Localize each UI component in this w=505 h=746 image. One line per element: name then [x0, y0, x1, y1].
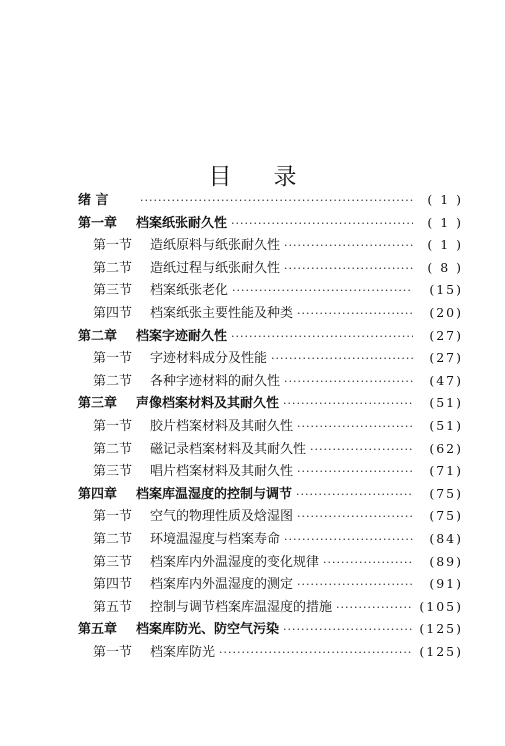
dot-leader: [306, 439, 413, 462]
toc-entry-page: (91): [429, 576, 463, 592]
toc-entry-label: 第二节: [93, 373, 133, 389]
toc-entry-page: (62): [429, 440, 463, 456]
toc-entry-chapter-2[interactable]: [78, 325, 463, 348]
toc-entry-label: 第四节: [93, 305, 133, 321]
toc-entry-label: 第一节: [93, 418, 133, 434]
dot-leader: [136, 190, 413, 213]
toc-entry-introduction[interactable]: [78, 189, 463, 212]
toc-entry-section-2-2[interactable]: [78, 370, 463, 393]
toc-entry-page: (125): [419, 621, 463, 637]
dot-leader: [227, 213, 413, 236]
toc-entry-label: 第三章: [78, 396, 118, 412]
toc-entry-label: 第一节: [93, 238, 133, 254]
toc-entry-chapter-1[interactable]: [78, 212, 463, 235]
toc-entry-chapter-5[interactable]: [78, 618, 463, 641]
toc-entry-page: (89): [429, 553, 463, 569]
toc-entry-title: 档案纸张主要性能及种类: [150, 305, 294, 321]
dot-leader: [293, 416, 413, 439]
toc-entry-label: 第五章: [78, 622, 118, 638]
toc-entry-page: (51): [429, 417, 463, 433]
toc-entry-section-1-3[interactable]: [78, 279, 463, 302]
dot-leader: [279, 393, 413, 416]
dot-leader: [280, 235, 413, 258]
toc-entry-section-4-4[interactable]: [78, 573, 463, 596]
dot-leader: [332, 597, 413, 620]
dot-leader: [293, 461, 413, 484]
toc-entry-title: 档案纸张耐久性: [136, 215, 228, 231]
dot-leader: [293, 506, 413, 529]
toc-entry-label: 第二节: [93, 260, 133, 276]
toc-entry-chapter-3[interactable]: [78, 392, 463, 415]
toc-entry-page: (27): [429, 327, 463, 343]
dot-leader: [267, 348, 413, 371]
toc-entry-title: 磁记录档案材料及其耐久性: [150, 441, 307, 457]
toc-entry-page: ( 1 ): [427, 237, 463, 253]
dot-leader: [319, 552, 413, 575]
toc-entry-label: 第三节: [93, 464, 133, 480]
toc-entry-page: (27): [429, 350, 463, 366]
toc-entry-label: 第五节: [93, 599, 133, 615]
dot-leader: [280, 371, 413, 394]
toc-entry-page: (75): [429, 508, 463, 524]
toc-entry-label: 第一节: [93, 644, 133, 660]
toc-entry-section-5-1[interactable]: [78, 641, 463, 664]
toc-entry-section-3-2[interactable]: [78, 438, 463, 461]
toc-entry-title: 档案库防光: [150, 644, 216, 660]
toc-entry-title: 空气的物理性质及焓湿图: [150, 509, 294, 525]
toc-entry-page: (20): [429, 304, 463, 320]
toc-entry-title: 档案库温湿度的控制与调节: [136, 486, 293, 502]
toc-entry-label: 第三节: [93, 283, 133, 299]
toc-entry-title: 档案库内外温湿度的变化规律: [150, 554, 320, 570]
dot-leader: [215, 642, 413, 665]
dot-leader: [280, 529, 413, 552]
toc-entry-page: (51): [429, 395, 463, 411]
toc-entry-page: ( 8 ): [427, 259, 463, 275]
toc-entry-page: (125): [419, 643, 463, 659]
toc-entry-page: ( 1 ): [427, 214, 463, 230]
toc-entry-page: (105): [419, 598, 463, 614]
page-title-char-2: 录: [273, 164, 297, 191]
toc-entry-label: 第一节: [93, 351, 133, 367]
toc-entry-section-3-3[interactable]: [78, 460, 463, 483]
toc-entry-section-4-1[interactable]: [78, 505, 463, 528]
toc-entry-section-1-4[interactable]: [78, 302, 463, 325]
toc-entry-label: 第三节: [93, 554, 133, 570]
toc-entry-title: 档案库内外温湿度的测定: [150, 577, 294, 593]
toc-entry-title: 档案纸张老化: [150, 283, 229, 299]
toc-entry-label: 绪 言: [78, 193, 109, 208]
page-title-char-1: 目: [208, 164, 232, 191]
toc-entry-label: 第一节: [93, 509, 133, 525]
dot-leader: [292, 484, 413, 507]
table-of-contents: [78, 189, 463, 663]
toc-entry-title: 造纸过程与纸张耐久性: [150, 260, 281, 276]
toc-entry-label: 第一章: [78, 215, 118, 231]
toc-entry-label: 第二节: [93, 531, 133, 547]
dot-leader: [280, 258, 413, 281]
toc-entry-page: ( 1 ): [427, 192, 463, 207]
toc-entry-page: (15): [429, 282, 463, 298]
toc-entry-title: 控制与调节档案库温湿度的措施: [150, 599, 333, 615]
toc-entry-title: 环境温湿度与档案寿命: [150, 531, 281, 547]
toc-entry-page: (47): [429, 372, 463, 388]
toc-entry-page: (75): [429, 485, 463, 501]
dot-leader: [293, 574, 413, 597]
dot-leader: [228, 280, 413, 303]
toc-entry-label: 第二节: [93, 441, 133, 457]
page-title: [0, 158, 505, 191]
toc-entry-title: 档案库防光、防空气污染: [136, 622, 280, 638]
toc-entry-section-4-5[interactable]: [78, 596, 463, 619]
toc-entry-title: 档案字迹耐久性: [136, 328, 228, 344]
toc-entry-title: 字迹材料成分及性能: [150, 351, 268, 367]
toc-entry-title: 唱片档案材料及其耐久性: [150, 464, 294, 480]
toc-entry-section-1-2[interactable]: [78, 257, 463, 280]
toc-entry-title: 各种字迹材料的耐久性: [150, 373, 281, 389]
toc-entry-section-4-3[interactable]: [78, 551, 463, 574]
toc-entry-title: 胶片档案材料及其耐久性: [150, 418, 294, 434]
toc-entry-section-2-1[interactable]: [78, 347, 463, 370]
dot-leader: [227, 326, 413, 349]
toc-entry-title: 造纸原料与纸张耐久性: [150, 238, 281, 254]
dot-leader: [293, 303, 413, 326]
toc-entry-page: (71): [429, 463, 463, 479]
toc-entry-section-1-1[interactable]: [78, 234, 463, 257]
dot-leader: [279, 619, 413, 642]
toc-entry-title: 声像档案材料及其耐久性: [136, 396, 280, 412]
toc-entry-chapter-4[interactable]: [78, 483, 463, 506]
toc-entry-section-3-1[interactable]: [78, 415, 463, 438]
toc-entry-page: (84): [429, 530, 463, 546]
toc-entry-label: 第四节: [93, 577, 133, 593]
toc-entry-section-4-2[interactable]: [78, 528, 463, 551]
toc-entry-label: 第二章: [78, 328, 118, 344]
toc-entry-label: 第四章: [78, 486, 118, 502]
